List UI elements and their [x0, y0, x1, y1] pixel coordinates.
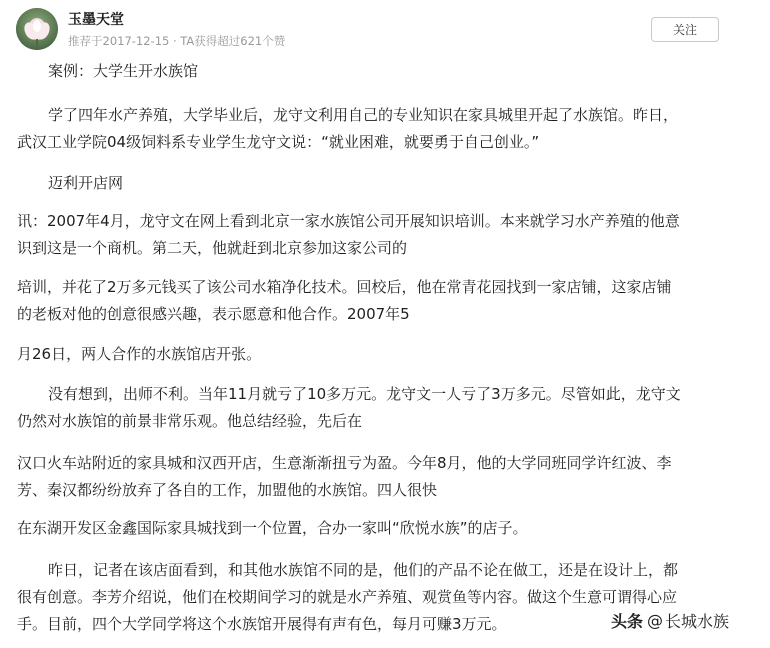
paragraph — [17, 341, 727, 368]
paragraph-line: 汉口火车站附近的家具城和汉西开店，生意渐渐扭亏为盈。今年8月，他的大学同班同学许红波、李 — [17, 454, 672, 472]
paragraph-line: 月26日，两人合作的水族馆店开张。 — [17, 345, 262, 363]
paragraph — [17, 450, 727, 504]
paragraph — [17, 274, 727, 328]
paragraph-line: 在东湖开发区金鑫国际家具城找到一个位置，合办一家叫“欣悦水族”的店子。 — [17, 519, 528, 537]
paragraph-line: 仍然对水族馆的前景非常乐观。他总结经验，先后在 — [17, 412, 363, 430]
paragraph-line: 昨日，记者在该店面看到，和其他水族馆不同的是，他们的产品不论在做工，还是在设计上，都 — [48, 561, 679, 579]
paragraph-line: 武汉工业学院04级饲料系专业学生龙守文说：“就业困难，就要勇于自己创业。” — [17, 133, 540, 151]
paragraph-title — [17, 58, 758, 85]
paragraph-line: 案例：大学生开水族馆 — [48, 62, 199, 80]
author-name[interactable]: 玉墨天堂 — [68, 12, 124, 28]
paragraph-line: 的老板对他的创意很感兴趣，表示愿意和他合作。2007年5 — [17, 305, 410, 323]
paragraph — [17, 170, 758, 197]
paragraph — [17, 381, 727, 435]
paragraph — [17, 515, 727, 542]
paragraph-line: 芳、秦汉都纷纷放弃了各自的工作，加盟他的水族馆。四人很快 — [17, 481, 438, 499]
paragraph — [17, 102, 727, 156]
watermark-account: 长城水族 — [665, 611, 730, 631]
follow-button[interactable]: 关注 — [651, 17, 719, 42]
paragraph-line: 讯：2007年4月，龙守文在网上看到北京一家水族馆公司开展知识培训。本来就学习水产养殖的他意 — [17, 212, 680, 230]
paragraph-line: 迈利开店网 — [48, 174, 124, 192]
paragraph — [17, 208, 727, 262]
paragraph-line: 识到这是一个商机。第二天，他就赶到北京参加这家公司的 — [17, 239, 408, 257]
paragraph-line: 没有想到，出师不利。当年11月就亏了10多万元。龙守文一人亏了3万多元。尽管如此，龙守文 — [48, 385, 681, 403]
paragraph-line: 培训，并花了2万多元钱买了该公司水箱净化技术。回校后，他在常青花园找到一家店铺，这家店铺 — [17, 278, 672, 296]
paragraph-line: 手。目前，四个大学同学将这个水族馆开展得有声有色，每月可赚3万元。 — [17, 615, 507, 633]
watermark-at: @ — [647, 610, 664, 630]
paragraph-line: 学了四年水产养殖，大学毕业后，龙守文利用自己的专业知识在家具城里开起了水族馆。昨日， — [48, 106, 679, 124]
watermark-brand: 头条 — [611, 611, 644, 631]
watermark — [611, 606, 729, 634]
paragraph-line: 很有创意。李芳介绍说，他们在校期间学习的就是水产养殖、观赏鱼等内容。做这个生意可谓得心应 — [17, 588, 678, 606]
post-meta: 推荐于2017-12-15 · TA获得超过621个赞 — [68, 34, 286, 48]
